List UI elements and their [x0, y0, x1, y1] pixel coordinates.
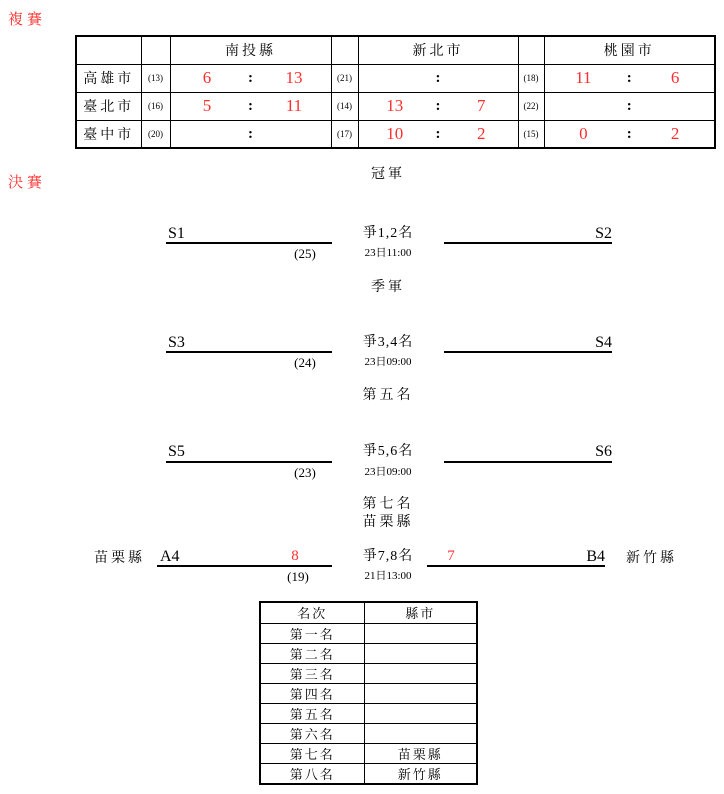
corner-cell	[76, 36, 141, 64]
score-left: 10	[386, 123, 404, 143]
city-cell: 苗栗縣	[364, 743, 477, 763]
right-line	[444, 351, 612, 353]
right-seed-label: S2	[595, 225, 612, 242]
score-right: 2	[670, 123, 680, 143]
ranking-row	[260, 763, 477, 784]
ranking-row	[260, 663, 477, 683]
score-cell	[170, 64, 331, 92]
city-cell	[364, 623, 477, 643]
vs-label: 爭3,4名	[362, 335, 414, 350]
score-colon: :	[435, 125, 441, 142]
match-number: (21)	[331, 64, 358, 92]
score-colon: :	[248, 70, 253, 86]
city-cell	[364, 663, 477, 683]
score-cell	[358, 92, 518, 120]
left-team-name: 苗栗縣	[94, 551, 145, 566]
score-right: 13	[285, 68, 303, 87]
right-seed-label: B4	[586, 548, 605, 565]
match-time: 23日09:00	[364, 466, 412, 478]
city-cell	[364, 703, 477, 723]
right-team-name: 新竹縣	[626, 551, 677, 566]
header-spacer	[141, 36, 170, 64]
match-number: (25)	[294, 246, 316, 261]
left-line	[166, 461, 332, 463]
team-name-cell: 臺中市	[76, 120, 141, 148]
right-score: 7	[447, 548, 455, 564]
right-seed-label: S4	[595, 334, 612, 351]
left-line	[166, 242, 332, 244]
vs-label: 爭1,2名	[362, 226, 414, 241]
replay-section-label: 複賽	[8, 12, 47, 28]
match-time: 21日13:00	[364, 570, 412, 582]
rank-cell: 第五名	[260, 703, 364, 723]
match-title: 冠軍	[371, 167, 405, 182]
match-number: (22)	[518, 92, 544, 120]
column-header-taoyuan: 桃園市	[544, 36, 715, 64]
match-number: (15)	[518, 120, 544, 148]
score-colon: :	[626, 98, 632, 114]
score-right: 6	[670, 68, 680, 87]
left-line	[166, 351, 332, 353]
match-number: (24)	[294, 355, 316, 370]
ranking-row	[260, 723, 477, 743]
match-number: (18)	[518, 64, 544, 92]
score-cell	[544, 92, 715, 120]
left-seed-label: A4	[160, 548, 180, 565]
match-number: (20)	[141, 120, 170, 148]
ranking-row	[260, 743, 477, 763]
score-colon: :	[435, 70, 441, 86]
score-colon: :	[248, 98, 253, 114]
ranking-table	[259, 601, 478, 785]
score-cell	[358, 64, 518, 92]
score-right: 7	[477, 96, 486, 115]
right-line	[444, 461, 612, 463]
match-title: 季軍	[371, 280, 405, 295]
rank-cell: 第二名	[260, 643, 364, 663]
score-colon: :	[248, 125, 253, 142]
match-title: 第七名	[362, 497, 414, 512]
left-score: 8	[291, 548, 299, 564]
score-cell	[170, 92, 331, 120]
team-name-cell: 高雄市	[76, 64, 141, 92]
rank-cell: 第三名	[260, 663, 364, 683]
rank-cell: 第六名	[260, 723, 364, 743]
right-seed-label: S6	[595, 443, 612, 460]
score-left: 11	[575, 68, 592, 87]
vs-label: 爭5,6名	[362, 444, 414, 459]
final-section-label: 決賽	[8, 175, 47, 191]
left-seed-label: S3	[168, 334, 185, 351]
left-line	[157, 565, 332, 567]
match-time: 23日11:00	[364, 247, 412, 259]
header-spacer	[331, 36, 358, 64]
column-header-newtaipei: 新北市	[358, 36, 518, 64]
ranking-header-row	[260, 602, 477, 623]
header-spacer	[518, 36, 544, 64]
score-left: 6	[202, 68, 212, 87]
match-number: (19)	[287, 569, 309, 584]
city-cell	[364, 643, 477, 663]
ranking-row	[260, 683, 477, 703]
score-right: 11	[285, 96, 303, 115]
winner-name: 苗栗縣	[362, 515, 414, 530]
rank-cell: 第一名	[260, 623, 364, 643]
match-title: 第五名	[362, 388, 414, 403]
match-number: (17)	[331, 120, 358, 148]
match-number: (16)	[141, 92, 170, 120]
score-colon: :	[626, 125, 632, 142]
score-colon: :	[435, 98, 441, 114]
match-number: (23)	[294, 465, 316, 480]
column-header-nantou: 南投縣	[170, 36, 331, 64]
table-row	[76, 120, 715, 148]
table-header-row	[76, 36, 715, 64]
score-colon: :	[626, 70, 632, 86]
vs-label: 爭7,8名	[362, 549, 414, 564]
rank-cell: 第四名	[260, 683, 364, 703]
score-right: 2	[477, 123, 486, 143]
ranking-row	[260, 643, 477, 663]
city-cell	[364, 683, 477, 703]
left-seed-label: S5	[168, 443, 185, 460]
score-left: 0	[579, 123, 588, 143]
match-number: (14)	[331, 92, 358, 120]
rank-header: 名次	[260, 602, 364, 623]
ranking-row	[260, 703, 477, 723]
table-row	[76, 92, 715, 120]
score-cell	[544, 120, 715, 148]
team-name-cell: 臺北市	[76, 92, 141, 120]
right-line	[444, 242, 612, 244]
score-left: 13	[386, 96, 404, 115]
city-cell	[364, 723, 477, 743]
left-seed-label: S1	[168, 225, 185, 242]
score-cell	[358, 120, 518, 148]
round-robin-table	[75, 35, 716, 149]
match-time: 23日09:00	[364, 356, 412, 368]
match-number: (13)	[141, 64, 170, 92]
score-cell	[544, 64, 715, 92]
city-header: 縣市	[364, 602, 477, 623]
right-line	[427, 565, 605, 567]
ranking-row	[260, 623, 477, 643]
score-cell	[170, 120, 331, 148]
rank-cell: 第八名	[260, 763, 364, 784]
score-left: 5	[202, 96, 212, 115]
table-row	[76, 64, 715, 92]
city-cell: 新竹縣	[364, 763, 477, 784]
rank-cell: 第七名	[260, 743, 364, 763]
